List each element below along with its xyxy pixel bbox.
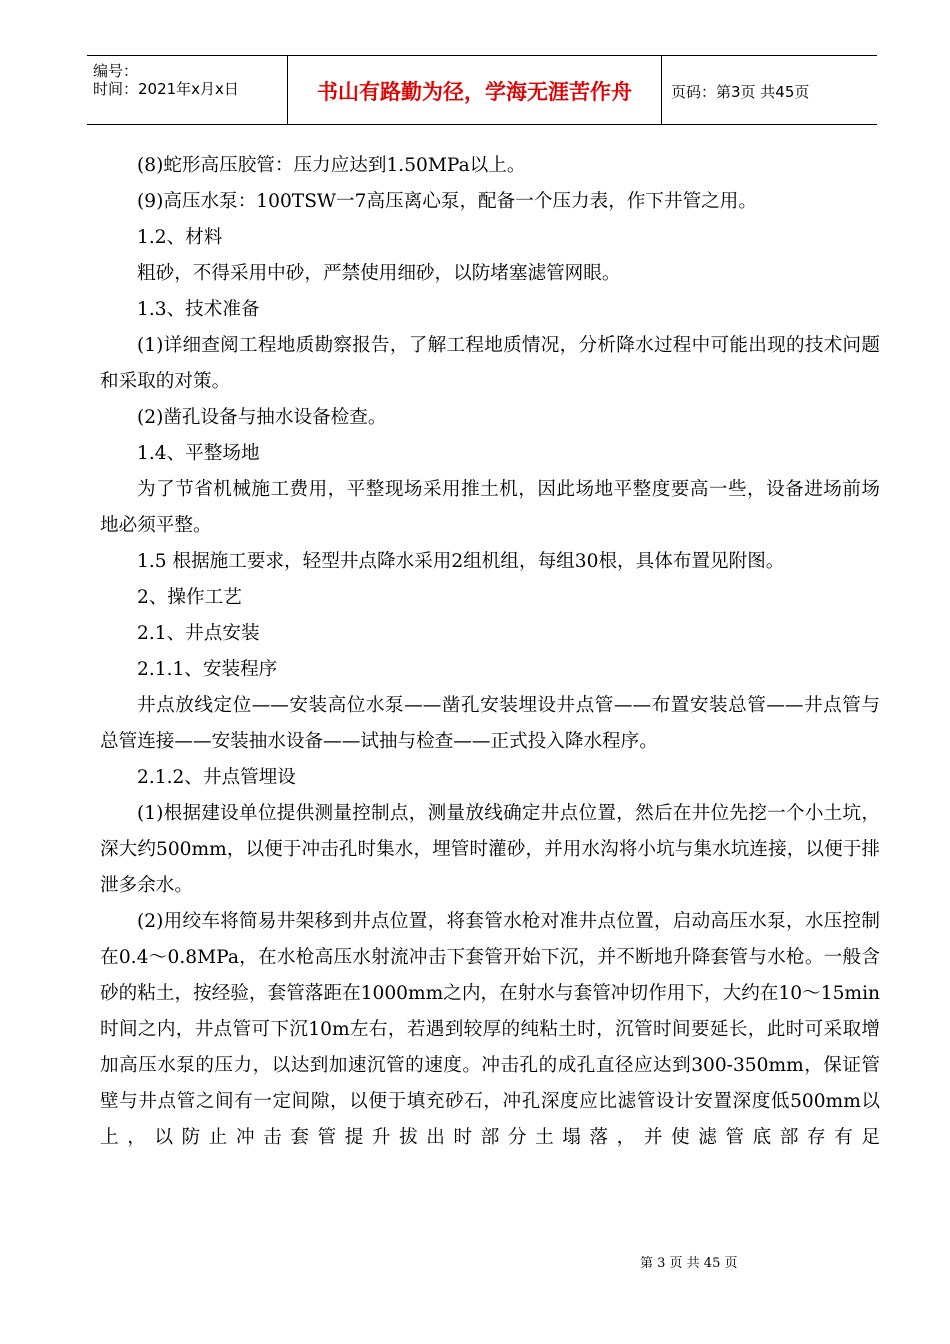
paragraph: 井点放线定位——安装高位水泵——凿孔安装埋设井点管——布置安装总管——井点管与总管连接——安装抽水设备——试抽与检查——正式投入降水程序。 (100, 695, 880, 752)
time-label: 时间：2021年x月x日 (93, 80, 239, 98)
section-heading: 2.1.1、安装程序 (137, 659, 278, 680)
serial-label: 编号： (93, 62, 139, 80)
section-heading: 2、操作工艺 (137, 587, 242, 608)
header-motto: 书山有路勤为径，学海无涯苦作舟 (317, 80, 632, 104)
paragraph: (8)蛇形高压胶管：压力应达到1.50MPa以上。 (137, 155, 526, 176)
paragraph: (2)用绞车将简易井架移到井点位置，将套管水枪对准井点位置，启动高压水泵，水压控制在0.4～0.8MPa，在水枪高压水射流冲击下套管开始下沉，并不断地升降套管与水枪。一般含砂的粘土，按经验，套管落距在1000mm之内，在射水与套管冲切作用下，大约在10～15min时间之内，井点管可下沉10m左右，若遇到较厚的纯粘土时，沉管时间要延长，此时可采取增加高压水泵的压力，以达到加速沉管的速度。冲击孔的成孔直径应达到300-350mm，保证管壁与井点管之间有一定间隙，以便于填充砂石，冲孔深度应比滤管设计安置深度低500mm以上，以防止冲击套管提升拔出时部分土塌落，并使滤管底部存有足 (100, 911, 880, 1148)
section-heading: 2.1.2、井点管埋设 (137, 767, 296, 788)
paragraph: (1)详细查阅工程地质勘察报告，了解工程地质情况，分析降水过程中可能出现的技术问题和采取的对策。 (100, 335, 880, 392)
document-body (100, 148, 880, 1156)
section-heading: 2.1、井点安装 (137, 623, 260, 644)
paragraph: 粗砂，不得采用中砂，严禁使用细砂，以防堵塞滤管网眼。 (137, 263, 621, 284)
page-header (87, 55, 877, 125)
section-heading: 1.3、技术准备 (137, 299, 260, 320)
paragraph: 1.5 根据施工要求，轻型井点降水采用2组机组，每组30根，具体布置见附图。 (137, 551, 785, 572)
section-heading: 1.4、平整场地 (137, 443, 260, 464)
paragraph: (1)根据建设单位提供测量控制点，测量放线确定井点位置，然后在井位先挖一个小土坑，深大约500mm，以便于冲击孔时集水，埋管时灌砂，并用水沟将小坑与集水坑连接，以便于排泄多余水。 (100, 803, 880, 896)
section-heading: 1.2、材料 (137, 227, 223, 248)
paragraph: (9)高压水泵：100TSW一7高压离心泵，配备一个压力表，作下井管之用。 (137, 191, 757, 212)
header-page-label: 页码：第3页 共45页 (671, 83, 810, 101)
page-footer: 第 3 页 共 45 页 (640, 1256, 738, 1271)
paragraph: (2)凿孔设备与抽水设备检查。 (137, 407, 387, 428)
paragraph: 为了节省机械施工费用，平整现场采用推土机，因此场地平整度要高一些，设备进场前场地必须平整。 (100, 479, 880, 536)
